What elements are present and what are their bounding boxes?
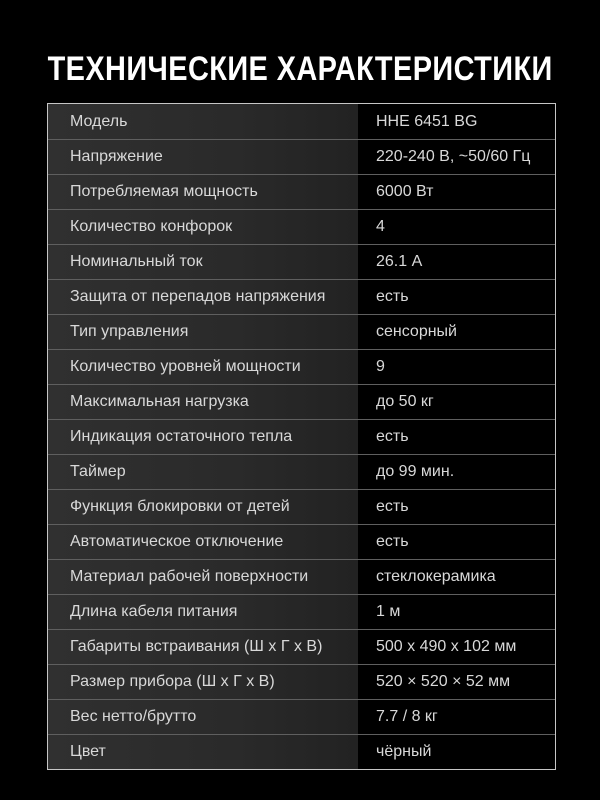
spec-label: Таймер xyxy=(48,455,358,489)
spec-label: Защита от перепадов напряжения xyxy=(48,280,358,314)
spec-value: чёрный xyxy=(358,735,555,769)
spec-label: Размер прибора (Ш х Г х В) xyxy=(48,665,358,699)
spec-value: 26.1 А xyxy=(358,245,555,279)
page-title xyxy=(0,0,600,86)
table-row xyxy=(48,139,555,174)
spec-label: Длина кабеля питания xyxy=(48,595,358,629)
table-row xyxy=(48,279,555,314)
table-row xyxy=(48,384,555,419)
table-row xyxy=(48,209,555,244)
table-row xyxy=(48,454,555,489)
table-row xyxy=(48,699,555,734)
spec-value: до 99 мин. xyxy=(358,455,555,489)
spec-value: стеклокерамика xyxy=(358,560,555,594)
spec-value: есть xyxy=(358,420,555,454)
spec-value: 9 xyxy=(358,350,555,384)
table-row xyxy=(48,594,555,629)
spec-value: есть xyxy=(358,280,555,314)
spec-label: Напряжение xyxy=(48,140,358,174)
spec-value: 4 xyxy=(358,210,555,244)
spec-label: Количество конфорок xyxy=(48,210,358,244)
spec-label: Тип управления xyxy=(48,315,358,349)
spec-label: Габариты встраивания (Ш х Г х В) xyxy=(48,630,358,664)
spec-value: есть xyxy=(358,490,555,524)
table-row xyxy=(48,419,555,454)
spec-value: 7.7 / 8 кг xyxy=(358,700,555,734)
table-row xyxy=(48,104,555,139)
table-row xyxy=(48,244,555,279)
table-row xyxy=(48,524,555,559)
spec-value: HHE 6451 BG xyxy=(358,104,555,139)
table-row xyxy=(48,314,555,349)
spec-value: есть xyxy=(358,525,555,559)
spec-label: Номинальный ток xyxy=(48,245,358,279)
table-row xyxy=(48,664,555,699)
page-title-text: ТЕХНИЧЕСКИЕ ХАРАКТЕРИСТИКИ xyxy=(47,50,553,88)
spec-value: до 50 кг xyxy=(358,385,555,419)
spec-label: Индикация остаточного тепла xyxy=(48,420,358,454)
table-row xyxy=(48,734,555,769)
spec-label: Модель xyxy=(48,104,358,139)
table-row xyxy=(48,489,555,524)
spec-table xyxy=(47,103,556,770)
spec-value: 220-240 В, ~50/60 Гц xyxy=(358,140,555,174)
spec-label: Функция блокировки от детей xyxy=(48,490,358,524)
spec-value: 1 м xyxy=(358,595,555,629)
table-row xyxy=(48,629,555,664)
spec-label: Автоматическое отключение xyxy=(48,525,358,559)
spec-label: Вес нетто/брутто xyxy=(48,700,358,734)
spec-value: 500 х 490 х 102 мм xyxy=(358,630,555,664)
spec-value: сенсорный xyxy=(358,315,555,349)
spec-label: Количество уровней мощности xyxy=(48,350,358,384)
spec-label: Материал рабочей поверхности xyxy=(48,560,358,594)
table-row xyxy=(48,349,555,384)
spec-label: Потребляемая мощность xyxy=(48,175,358,209)
spec-label: Максимальная нагрузка xyxy=(48,385,358,419)
spec-label: Цвет xyxy=(48,735,358,769)
table-row xyxy=(48,174,555,209)
spec-value: 520 × 520 × 52 мм xyxy=(358,665,555,699)
table-row xyxy=(48,559,555,594)
spec-value: 6000 Вт xyxy=(358,175,555,209)
